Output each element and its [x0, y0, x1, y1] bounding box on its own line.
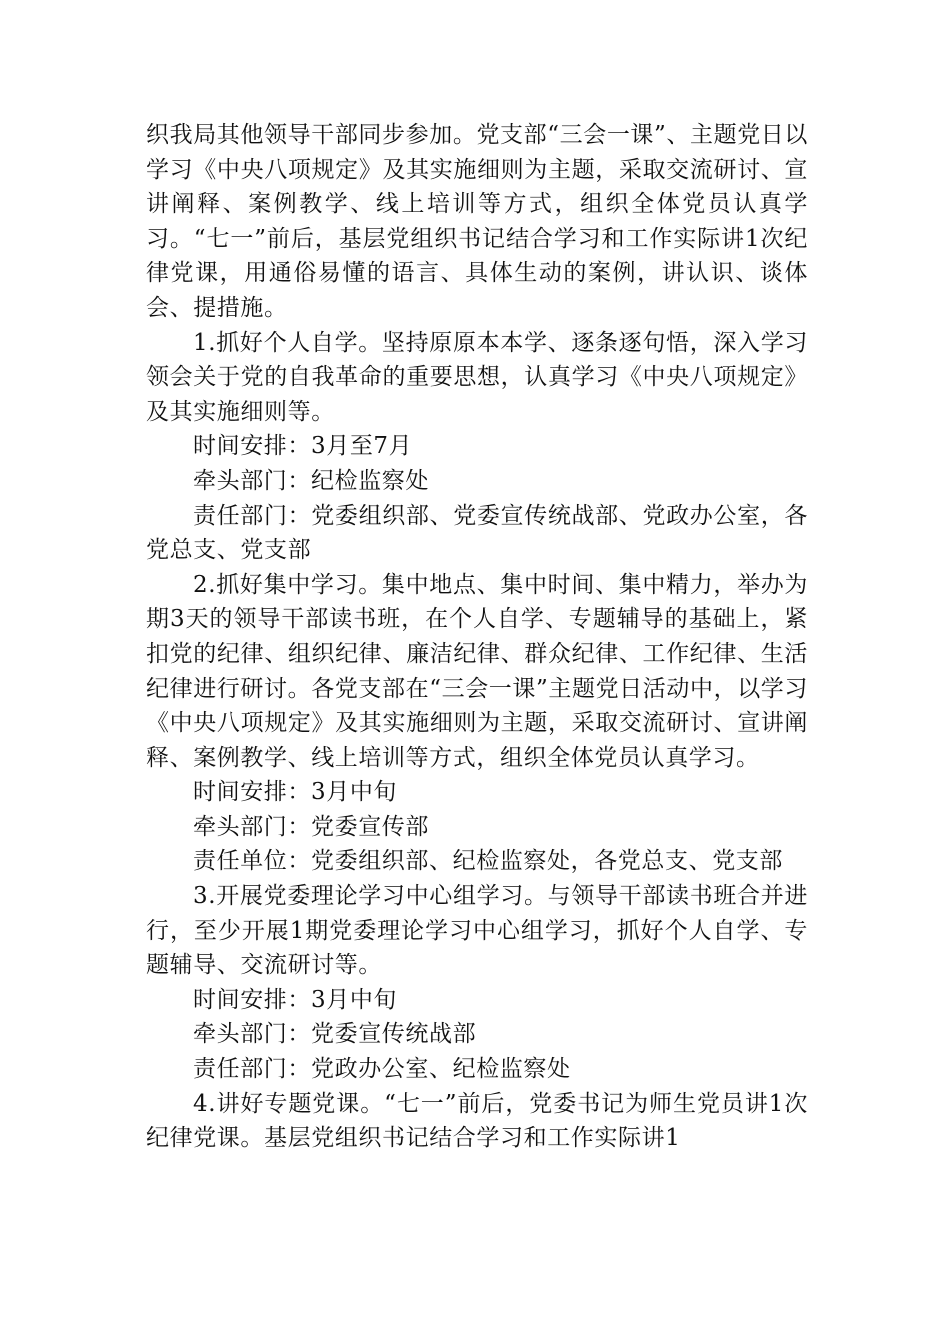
- item-1-responsible-departments: 责任部门：党委组织部、党委宣传统战部、党政办公室，各党总支、党支部: [146, 502, 808, 564]
- item-2-schedule: 时间安排：3月中旬: [193, 779, 398, 806]
- document-body: [146, 118, 808, 1156]
- item-1-lead-department: 牵头部门：纪检监察处: [193, 467, 429, 494]
- paragraph-continuation: 织我局其他领导干部同步参加。党支部“三会一课”、主题党日以学习《中央八项规定》及其实施细则为主题，采取交流研讨、宣讲阐释、案例教学、线上培训等方式，组织全体党员认真学习。“七一”前后，基层党组织书记结合学习和工作实际讲1次纪律党课，用通俗易懂的语言、具体生动的案例，讲认识、谈体会、提措施。: [146, 122, 808, 321]
- item-3-lead-department: 牵头部门：党委宣传统战部: [193, 1021, 477, 1048]
- item-2-responsible-units: 责任单位：党委组织部、纪检监察处，各党总支、党支部: [193, 848, 783, 875]
- item-2-lead-department: 牵头部门：党委宣传部: [193, 813, 429, 840]
- item-3-responsible-departments: 责任部门：党政办公室、纪检监察处: [193, 1056, 571, 1083]
- item-3-schedule: 时间安排：3月中旬: [193, 986, 398, 1013]
- paragraph-item-3: 3.开展党委理论学习中心组学习。与领导干部读书班合并进行，至少开展1期党委理论学习中心组学习，抓好个人自学、专题辅导、交流研讨等。: [146, 883, 808, 979]
- paragraph-item-4: 4.讲好专题党课。“七一”前后，党委书记为师生党员讲1次纪律党课。基层党组织书记结合学习和工作实际讲1: [146, 1090, 808, 1152]
- paragraph-item-1: 1.抓好个人自学。坚持原原本本学、逐条逐句悟，深入学习领会关于党的自我革命的重要思想，认真学习《中央八项规定》及其实施细则等。: [146, 329, 808, 425]
- paragraph-item-2: 2.抓好集中学习。集中地点、集中时间、集中精力，举办为期3天的领导干部读书班，在个人自学、专题辅导的基础上，紧扣党的纪律、组织纪律、廉洁纪律、群众纪律、工作纪律、生活纪律进行研讨。各党支部在“三会一课”主题党日活动中，以学习《中央八项规定》及其实施细则为主题，采取交流研讨、宣讲阐释、案例教学、线上培训等方式，组织全体党员认真学习。: [146, 571, 808, 771]
- item-1-schedule: 时间安排：3月至7月: [193, 433, 413, 460]
